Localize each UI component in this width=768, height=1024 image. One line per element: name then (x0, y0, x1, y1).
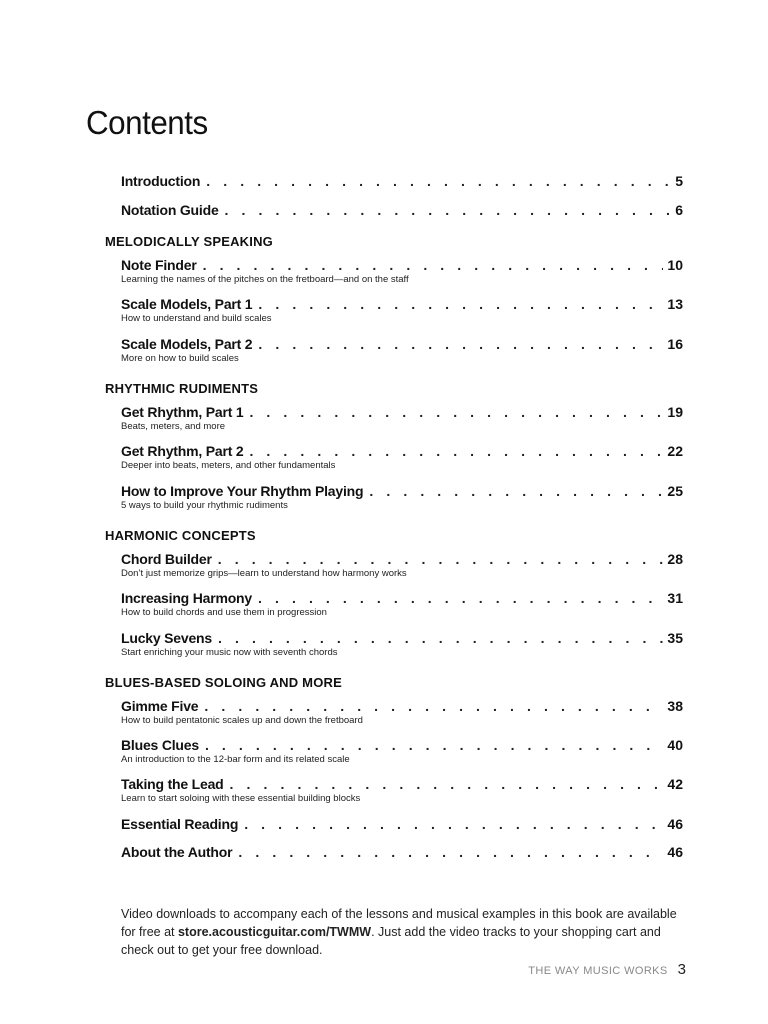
toc-entry-title: Introduction (121, 173, 201, 189)
toc-entry-title: Taking the Lead (121, 776, 224, 792)
toc-page-number: 38 (667, 698, 683, 714)
toc-page-number: 46 (667, 844, 683, 860)
toc-entry-title: Get Rhythm, Part 2 (121, 443, 244, 459)
toc-page-number: 5 (675, 173, 683, 189)
dot-leader (203, 257, 664, 273)
toc-entry-description: An introduction to the 12-bar form and its related scale (121, 754, 350, 765)
toc-entry-description: Don’t just memorize grips—learn to understand how harmony works (121, 568, 407, 579)
toc-entry-lucky-sevens (121, 630, 683, 658)
section-heading-rhythmic-rudiments: RHYTHMIC RUDIMENTS (105, 381, 259, 396)
toc-entry-title: Lucky Sevens (121, 630, 212, 646)
dot-leader (369, 483, 663, 499)
toc-entry-get-rhythm-part-2 (121, 443, 683, 471)
toc-entry-description: How to build pentatonic scales up and down the fretboard (121, 715, 363, 726)
toc-entry-gimme-five (121, 698, 683, 726)
toc-page-number: 28 (667, 551, 683, 567)
toc-entry-description: How to build chords and use them in progression (121, 607, 327, 618)
dot-leader (230, 776, 664, 792)
toc-entry-increasing-harmony (121, 590, 683, 618)
toc-entry-get-rhythm-part-1 (121, 404, 683, 432)
running-footer (528, 961, 686, 978)
section-heading-melodically-speaking: MELODICALLY SPEAKING (105, 234, 273, 249)
toc-page-number: 6 (675, 202, 683, 218)
toc-page-number: 31 (667, 590, 683, 606)
toc-entry-title: How to Improve Your Rhythm Playing (121, 483, 364, 499)
toc-entry-title: Scale Models, Part 2 (121, 336, 253, 352)
page-number: 3 (677, 961, 686, 978)
toc-entry-title: Essential Reading (121, 816, 239, 832)
toc-entry-description: Learn to start soloing with these essential building blocks (121, 793, 361, 804)
toc-entry-title: Blues Clues (121, 737, 199, 753)
dot-leader (225, 202, 672, 218)
toc-page-number: 10 (667, 257, 683, 273)
toc-page-number: 22 (667, 443, 683, 459)
dot-leader (258, 590, 663, 606)
toc-page-number: 40 (667, 737, 683, 753)
note-text-before: Video downloads to accompany each of the lessons and musical examples in this book are available for free at (121, 906, 677, 939)
toc-page-number: 35 (667, 630, 683, 646)
dot-leader (238, 844, 663, 860)
toc-entry-description: Beats, meters, and more (121, 421, 226, 432)
toc-page-number: 13 (667, 296, 683, 312)
toc-entry-scale-models-part-1 (121, 296, 683, 324)
toc-entry-description: How to understand and build scales (121, 313, 272, 324)
store-url: store.acousticguitar.com/TWMW (177, 924, 372, 939)
toc-entry-improve-rhythm-playing (121, 483, 683, 511)
video-download-note (121, 905, 691, 959)
toc-page-number: 25 (667, 483, 683, 499)
toc-entry-title: Notation Guide (121, 202, 219, 218)
toc-entry-title: About the Author (121, 844, 233, 860)
toc-entry-title: Gimme Five (121, 698, 199, 714)
toc-entry-note-finder (121, 257, 683, 285)
toc-entry-description: More on how to build scales (121, 353, 239, 364)
section-heading-blues-based-soloing: BLUES-BASED SOLOING AND MORE (105, 675, 342, 690)
toc-entry-title: Chord Builder (121, 551, 212, 567)
page-title: Contents (86, 104, 208, 141)
dot-leader (206, 173, 671, 189)
toc-entry-description: 5 ways to build your rhythmic rudiments (121, 500, 288, 511)
dot-leader (218, 630, 663, 646)
toc-entry-title: Note Finder (121, 257, 197, 273)
dot-leader (205, 737, 663, 753)
toc-entry-scale-models-part-2 (121, 336, 683, 364)
dot-leader (249, 443, 663, 459)
toc-entry-description: Deeper into beats, meters, and other fundamentals (121, 460, 336, 471)
toc-entry-about-the-author (121, 844, 683, 860)
toc-entry-description: Learning the names of the pitches on the fretboard—and on the staff (121, 274, 409, 285)
dot-leader (204, 698, 663, 714)
toc-entry-taking-the-lead (121, 776, 683, 804)
dot-leader (258, 296, 663, 312)
dot-leader (218, 551, 664, 567)
toc-entry-title: Scale Models, Part 1 (121, 296, 253, 312)
toc-entry-title: Get Rhythm, Part 1 (121, 404, 244, 420)
toc-entry-essential-reading (121, 816, 683, 832)
toc-entry-introduction (121, 173, 683, 189)
toc-entry-chord-builder (121, 551, 683, 579)
section-heading-harmonic-concepts: HARMONIC CONCEPTS (105, 528, 256, 543)
toc-entry-blues-clues (121, 737, 683, 765)
toc-page-number: 42 (667, 776, 683, 792)
dot-leader (244, 816, 663, 832)
toc-entry-notation-guide (121, 202, 683, 218)
toc-page-number: 46 (667, 816, 683, 832)
note-text-after: . Just add the video tracks to your shopping cart and check out to get your free download. (121, 924, 661, 957)
toc-entry-title: Increasing Harmony (121, 590, 252, 606)
toc-entry-description: Start enriching your music now with seventh chords (121, 647, 338, 658)
toc-page-number: 19 (667, 404, 683, 420)
running-title: THE WAY MUSIC WORKS (528, 965, 668, 977)
dot-leader (249, 404, 663, 420)
toc-page-number: 16 (667, 336, 683, 352)
dot-leader (258, 336, 663, 352)
